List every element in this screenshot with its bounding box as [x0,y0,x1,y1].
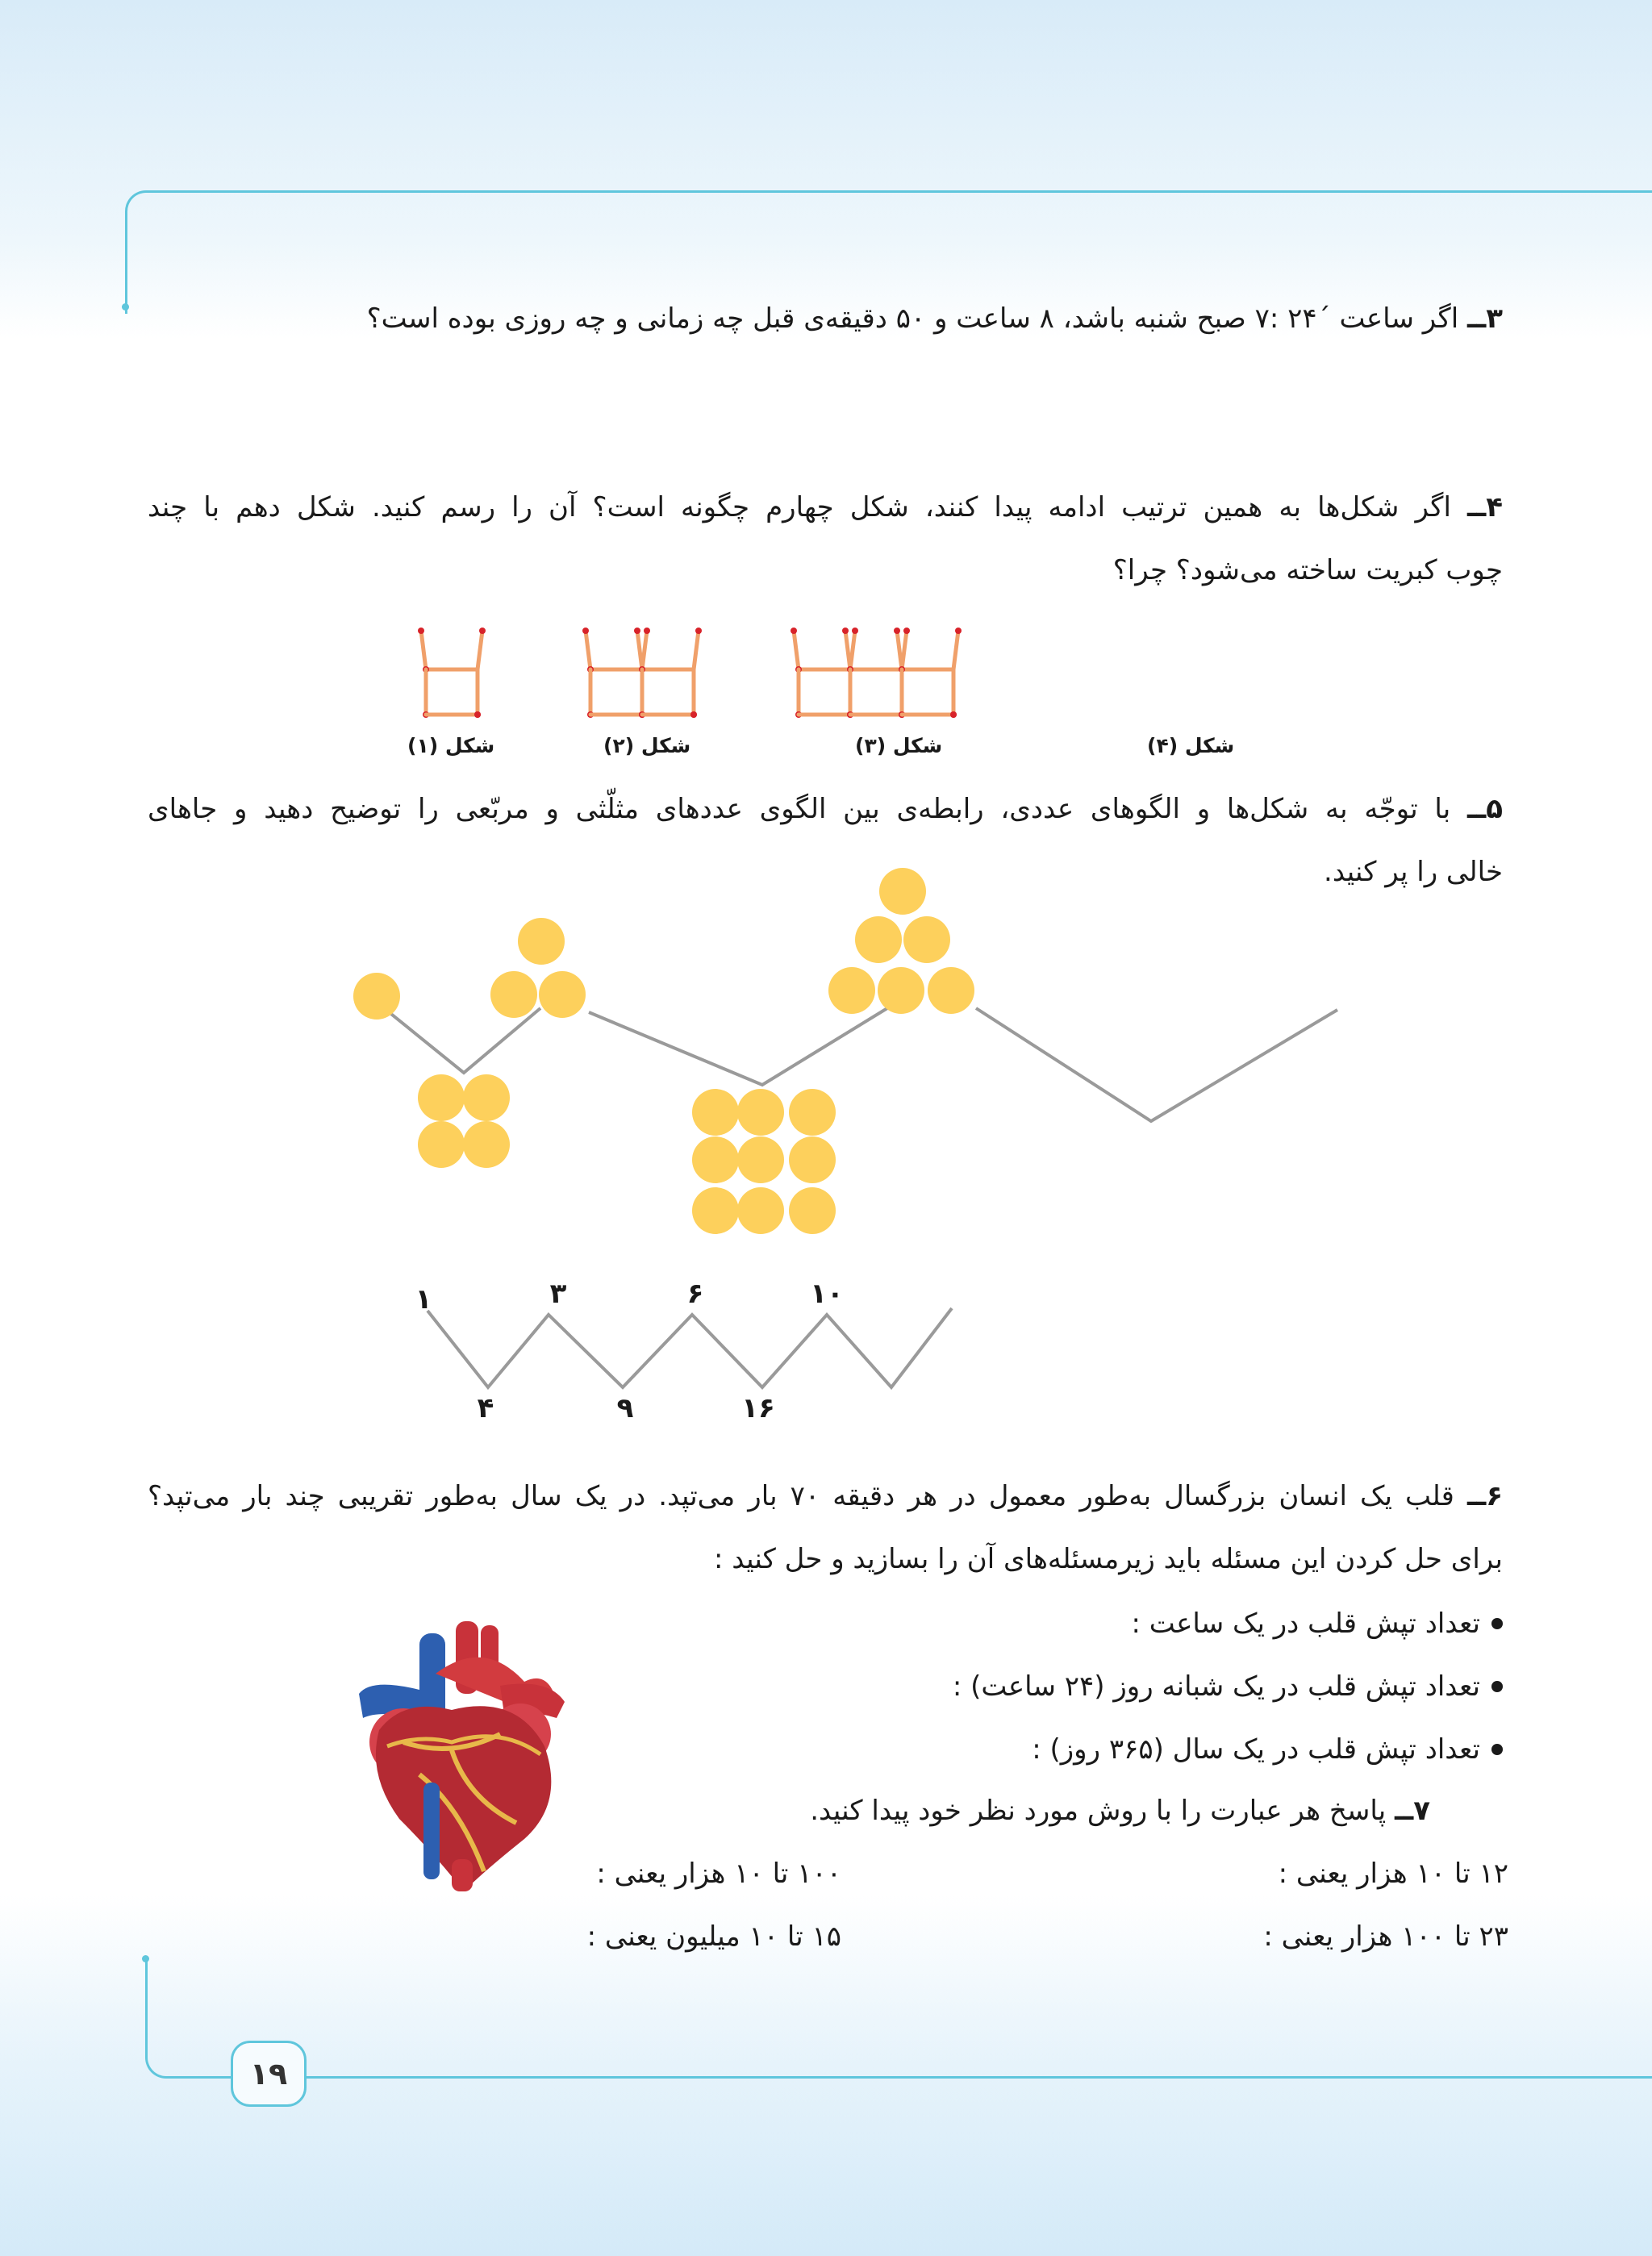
bullet-icon [1491,1618,1503,1629]
pattern-dot [463,1121,510,1168]
matchstick [897,631,902,669]
question-number: ۶ــ [1467,1480,1504,1512]
matchstick [953,631,958,669]
estimate-item-4: ۱۵ تا ۱۰ میلیون یعنی : [586,1920,841,1953]
matchstick [642,631,647,669]
square-number-3: ۱۶ [741,1392,775,1424]
frame-dot [142,1955,149,1962]
match-head [847,711,853,718]
match-head [950,711,957,718]
pattern-dot [692,1136,739,1183]
estimate-item-1: ۱۲ تا ۱۰ هزار یعنی : [1278,1858,1508,1890]
bullet-text: تعداد تپش قلب در یک ساعت : [1131,1608,1480,1640]
pattern-dot [789,1089,836,1136]
question-7 [810,1783,1430,1839]
match-head [479,628,486,634]
pattern-dot [737,1187,784,1234]
page-number: ۱۹ [231,2041,307,2107]
question-6-line-2: برای حل کردن این مسئله باید زیرمسئله‌های آن را بسازید و حل کنید : [714,1543,1503,1575]
pattern-dot [737,1089,784,1136]
matchstick [478,631,482,669]
bullet-icon [1491,1744,1503,1755]
match-head [955,628,962,634]
zigzag-lines [379,1004,1337,1387]
estimate-item-2: ۱۰۰ تا ۱۰ هزار یعنی : [596,1858,841,1890]
question-text: اگر ساعت ´۲۴ :۷ صبح شنبه باشد، ۸ ساعت و ۵۰ دقیقه‌ی قبل چه زمانی و چه روزی بوده است؟ [366,302,1459,335]
connector-line [976,1008,1337,1121]
match-head [474,711,481,718]
triangular-number-4: ۱۰ [810,1278,844,1310]
bullet-item-2 [953,1658,1503,1715]
matchstick [694,631,699,669]
match-head [423,666,429,673]
match-head [639,666,645,673]
matchstick [794,631,799,669]
match-head [639,711,645,718]
match-head [847,711,853,718]
estimate-item-3: ۲۳ تا ۱۰۰ هزار یعنی : [1263,1920,1508,1953]
pattern-dot [539,971,586,1018]
bottom-frame [145,1960,1652,2079]
match-head [795,711,802,718]
pattern-dot [518,918,565,965]
matchstick [902,631,907,669]
question-5-line-1 [148,781,1503,837]
match-head [842,628,849,634]
bullet-item-1 [1131,1595,1503,1652]
match-head [899,666,905,673]
question-5-line-2: خالی را پر کنید. [1324,856,1503,888]
frame-dot [122,303,129,311]
pattern-dot [789,1187,836,1234]
pattern-dot [692,1089,739,1136]
pattern-dot [903,916,950,963]
question-text: اگر شکل‌ها به همین ترتیب ادامه پیدا کنند، شکل چهارم چگونه است؟ آن را رسم کنید. شکل دهم با چند [148,491,1451,523]
match-head [587,666,594,673]
match-head [423,711,429,718]
connector-line [428,1308,952,1387]
dot-patterns [353,868,974,1234]
figure-caption-2: شکل (۲) [603,734,691,757]
matchstick [637,631,642,669]
pattern-dot [828,967,875,1014]
triangular-number-1: ۱ [415,1283,432,1316]
pattern-dot [789,1136,836,1183]
match-head [899,711,905,718]
pattern-dot [463,1074,510,1121]
match-head [791,628,797,634]
square-number-1: ۴ [477,1392,494,1424]
match-head [582,628,589,634]
matchstick [421,631,426,669]
connector-line [379,1004,540,1073]
connector-line [589,1008,887,1085]
question-4-line-1 [148,479,1503,536]
match-head [847,711,853,718]
matchstick [586,631,590,669]
question-number: ۳ــ [1466,302,1503,335]
bullet-text: تعداد تپش قلب در یک شبانه روز (۲۴ ساعت) : [952,1670,1480,1703]
square-number-2: ۹ [616,1392,634,1424]
pattern-dot [353,973,400,1020]
heart-icon [359,1621,565,1891]
question-4-line-2: چوب کبریت ساخته می‌شود؟ چرا؟ [1112,554,1503,586]
match-head [695,628,702,634]
number-sequence [415,1278,844,1424]
pattern-dot [418,1074,465,1121]
matchstick-shapes [418,628,962,718]
match-head [639,711,645,718]
bullet-item-3 [1032,1721,1503,1778]
pattern-dot [490,971,537,1018]
matchstick [850,631,855,669]
match-head [894,628,900,634]
match-head [690,711,697,718]
match-head [795,666,802,673]
pattern-dot [418,1121,465,1168]
match-head [852,628,858,634]
figure-caption-4: شکل (۴) [1147,734,1235,757]
match-head [634,628,640,634]
match-head [903,628,910,634]
question-3 [148,290,1503,347]
question-text: با توجّه به شکل‌ها و الگوهای عددی، رابطه‌ی بین الگوی عددهای مثلّثی و مربّعی را توضیح دهید و جاهای [148,793,1451,825]
match-head [644,628,650,634]
triangular-number-2: ۳ [549,1278,567,1310]
question-text: پاسخ هر عبارت را با روش مورد نظر خود پیدا کنید. [810,1795,1387,1827]
match-head [690,711,697,718]
question-number: ۴ــ [1466,491,1503,523]
question-text: قلب یک انسان بزرگسال به‌طور معمول در هر دقیقه ۷۰ بار می‌تپد. در یک سال به‌طور تقریبی چند بار می‌تپد؟ [148,1480,1454,1512]
question-number: ۵ــ [1466,793,1503,825]
bullet-icon [1491,1681,1503,1692]
question-number: ۷ــ [1394,1795,1430,1827]
match-head [950,711,957,718]
match-head [899,711,905,718]
question-6-line-1 [148,1468,1503,1524]
pattern-dot [737,1136,784,1183]
pattern-dot [878,967,924,1014]
match-head [847,666,853,673]
match-head [639,711,645,718]
triangular-number-3: ۶ [686,1278,704,1310]
bullet-text: تعداد تپش قلب در یک سال (۳۶۵ روز) : [1032,1733,1480,1766]
figure-caption-3: شکل (۳) [855,734,943,757]
match-head [899,711,905,718]
match-head [418,628,424,634]
pattern-dot [692,1187,739,1234]
pattern-dot [855,916,902,963]
matchstick [845,631,850,669]
pattern-dot [928,967,974,1014]
match-head [587,711,594,718]
match-head [474,711,481,718]
figure-caption-1: شکل (۱) [407,734,495,757]
